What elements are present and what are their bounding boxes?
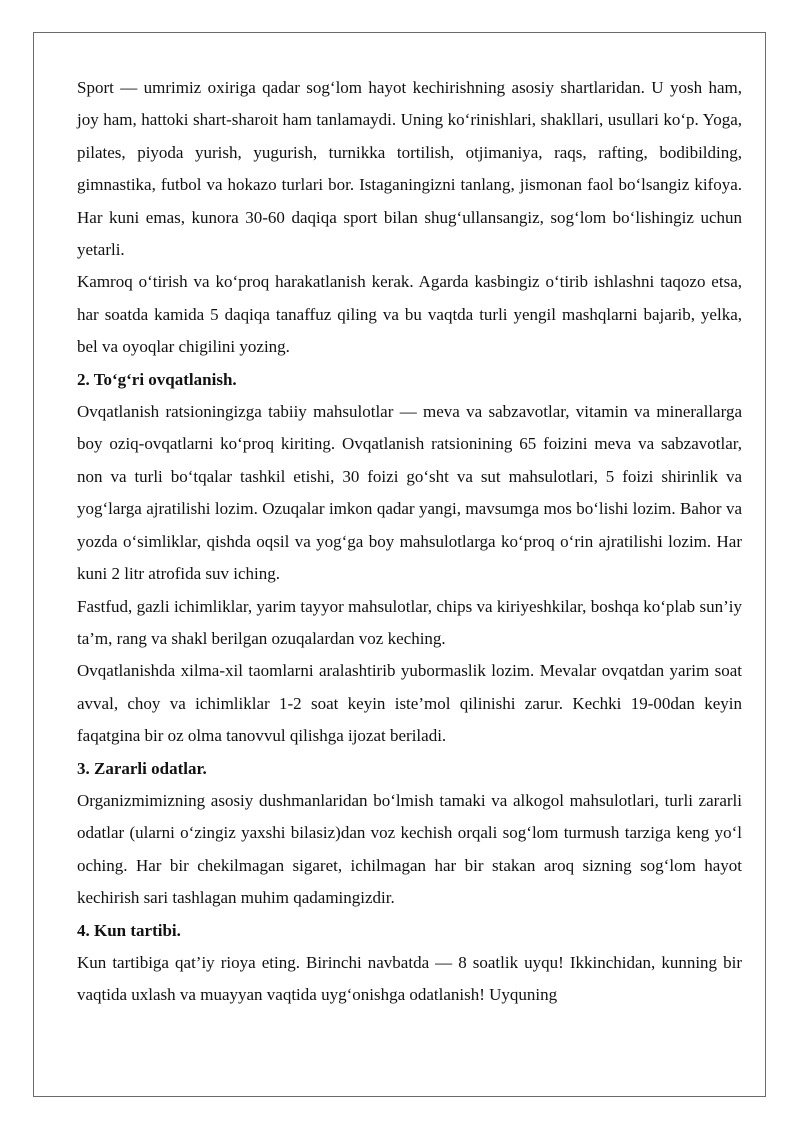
paragraph-movement: Kamroq o‘tirish va ko‘proq harakatlanish kerak. Agarda kasbingiz o‘tirib ishlashni taqozo etsa, har soatda kamida 5 daqiqa tanaffuz qiling va bu vaqtda turli yengil mashqlarni bajarib, yelka, bel va oyoqlar chigilini yozing. — [77, 272, 742, 357]
heading-daily-routine: 4. Kun tartibi. — [77, 920, 181, 940]
heading-nutrition: 2. To‘g‘ri ovqatlanish. — [77, 369, 237, 389]
paragraph-fastfood: Fastfud, gazli ichimliklar, yarim tayyor mahsulotlar, chips va kiriyeshkilar, boshqa ko‘plab sun’iy ta’m, rang va shakl berilgan ozuqalardan voz keching. — [77, 596, 742, 648]
paragraph-daily-routine: Kun tartibiga qat’iy rioya eting. Birinchi navbatda — 8 soatlik uyqu! Ikkinchidan, kunning bir vaqtida uxlash va muayyan vaqtida uyg‘onishga odatlanish! Uyquning — [77, 952, 742, 1005]
heading-bad-habits: 3. Zararli odatlar. — [77, 758, 207, 778]
paragraph-bad-habits: Organizmimizning asosiy dushmanlaridan bo‘lmish tamaki va alkogol mahsulotlari, turli zararli odatlar (ularni o‘zingiz yaxshi bilasiz)dan voz kechish orqali sog‘lom turmush tarziga keng yo‘l oching. Har bir chekilmagan sigaret, ichilmagan har bir stakan aroq sizning sog‘lom hayot kechirish sari tashlagan muhim qadamingizdir. — [77, 790, 742, 908]
paragraph-sport-intro: Sport — umrimiz oxiriga qadar sog‘lom hayot kechirishning asosiy shartlaridan. U yosh ham, joy ham, hattoki shart-sharoit ham tanlamaydi. Uning ko‘rinishlari, shakllari, usullari ko‘p. Yoga, pilates, piyoda yurish, yugurish, turnikka tortilish, otjimaniya, raqs, rafting, bodibilding, gimnastika, futbol va hokazo turlari bor. Istaganingizni tanlang, jismonan faol bo‘lsangiz kifoya. Har kuni emas, kunora 30-60 daqiqa sport bilan shug‘ullansangiz, sog‘lom bo‘lishingiz uchun yetarli. — [77, 78, 742, 260]
paragraph-meal-timing: Ovqatlanishda xilma-xil taomlarni aralashtirib yubormaslik lozim. Mevalar ovqatdan yarim soat avval, choy va ichimliklar 1-2 soat keyin iste’mol qilinishi zarur. Kechki 19-00dan keyin faqatgina bir oz olma tanovvul qilishga ijozat beriladi. — [77, 661, 742, 746]
document-body — [77, 72, 742, 1012]
paragraph-nutrition-ratio: Ovqatlanish ratsioningizga tabiiy mahsulotlar — meva va sabzavotlar, vitamin va minerallarga boy oziq-ovqatlarni ko‘proq kiriting. Ovqatlanish ratsionining 65 foizini meva va sabzavotlar, non va turli bo‘tqalar tashkil etishi, 30 foizi go‘sht va sut mahsulotlari, 5 foizi shirinlik va yog‘larga ajratilishi lozim. Ozuqalar imkon qadar yangi, mavsumga mos bo‘lishi lozim. Bahor va yozda o‘simliklar, qishda oqsil va yog‘ga boy mahsulotlarga ko‘proq o‘rin ajratilishi lozim. Har kuni 2 litr atrofida suv iching. — [77, 402, 742, 584]
